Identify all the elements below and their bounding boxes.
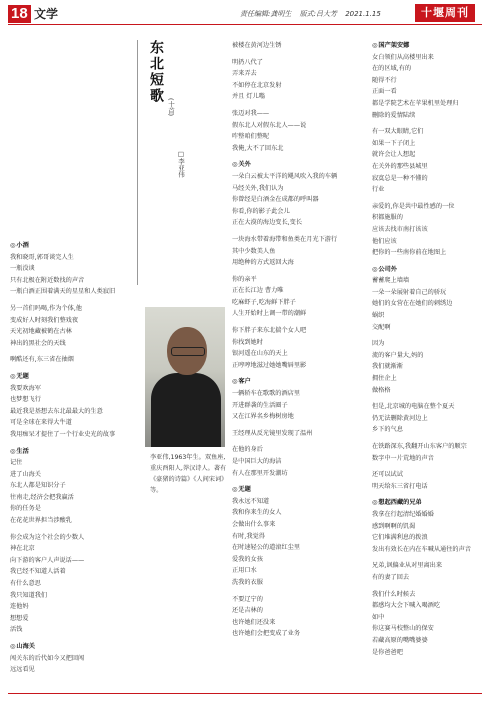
poem-line: 随得不行 bbox=[372, 76, 397, 84]
poem-line: 东北人都是知识分子 bbox=[10, 482, 66, 490]
poem-line: 我和晓哥,郭哥谈完人生 bbox=[10, 253, 74, 261]
poem-line: 因为 bbox=[372, 340, 385, 348]
poem-line: 是你爸爸吧 bbox=[372, 648, 403, 656]
poem-line: 你的任务是 bbox=[10, 505, 41, 513]
poem-line: 蜗织 bbox=[372, 312, 385, 320]
poem-line: 开进群袭的生活圈子 bbox=[232, 401, 288, 409]
column-1 bbox=[10, 240, 138, 676]
poem-line: 一块海水带着海带和鱼类在月光下游行 bbox=[232, 235, 338, 243]
footer-rule bbox=[8, 693, 482, 694]
poem-line: 他们应该 bbox=[372, 237, 397, 245]
poem-line: 有一双大眼睛,它们 bbox=[372, 128, 424, 136]
poem-line: 乡下的气息 bbox=[372, 426, 403, 434]
poem-line: 会做出什么事来 bbox=[232, 520, 276, 528]
poem-line: 就许会让人想起 bbox=[372, 151, 416, 159]
poem-title: ◎ 山海关 bbox=[10, 641, 138, 653]
page-header bbox=[0, 0, 488, 24]
poem-line: 银河遥在山东的天上 bbox=[232, 350, 288, 358]
poem-line: 是中国巨大的海洁 bbox=[232, 458, 282, 465]
poem-line: 明扔八代了 bbox=[232, 58, 263, 66]
poem-line: 我已经不知道人活着 bbox=[10, 568, 66, 576]
poem-line: 不如停在北京发射 bbox=[232, 81, 282, 89]
poem-line: 并且 灯儿嗡 bbox=[232, 93, 265, 101]
poem-line: 在他的身后 bbox=[232, 446, 263, 454]
poem-line: 流的客户量大,妈的 bbox=[372, 351, 424, 359]
poem-line: 女白领们从高楼里出来 bbox=[372, 53, 434, 61]
poem-title: ◎ 客户 bbox=[232, 376, 352, 388]
poem-line: 都感均大会下喊入喝酒吃 bbox=[372, 602, 441, 610]
poem-line: 一朵白云被太平洋的飓风吹入我的车辆 bbox=[232, 172, 338, 180]
poem-line: 数字中一片荒地的声音 bbox=[372, 454, 434, 462]
header-rule bbox=[8, 24, 482, 25]
poem-line: 我永远不知道 bbox=[232, 497, 270, 505]
editor-credit: 责任编辑:龚明生 bbox=[240, 10, 292, 18]
poem-line: 我和你来生的女人 bbox=[232, 509, 282, 517]
poem-line: 你下胖子来东北揣个女人吧 bbox=[232, 327, 307, 335]
poem-line: 积都施服的 bbox=[372, 214, 403, 222]
poem-line: 人生开始时上调一带的潮鲜 bbox=[232, 310, 307, 318]
poem-line: 在花花世界担当涉酸乳 bbox=[10, 517, 72, 525]
photo-caption: 李亚伟,1963年生。双鱼座,重庆酉阳人,莽汉诗人。著有《豪猪的诗篇》《人间宋词》等。 bbox=[150, 454, 228, 494]
poem-line: 有人在那里开发潮坊 bbox=[232, 469, 288, 477]
poem-line: 正在大漠的海边变长,变长 bbox=[232, 219, 303, 227]
poem-line: 正面一看 bbox=[372, 88, 397, 96]
poem-line: 有的妻了回去 bbox=[372, 573, 410, 581]
poem-line: 另一首们吗喝,作为个体,他 bbox=[10, 304, 82, 312]
poem-line: 进了山海关 bbox=[10, 470, 41, 478]
poem-line: 如中 bbox=[372, 613, 385, 621]
poem-title: ◎ 公司外 bbox=[372, 264, 484, 276]
poem-line: 发出有效长在内在车喊从通往的声音 bbox=[372, 545, 471, 553]
poem-title: ◎ 想起西藏的兄弟 bbox=[372, 497, 484, 509]
poem-line: 又在江界名乡梅树房地 bbox=[232, 413, 294, 421]
poem-line: 一辆轿车在歌歌的酒店里 bbox=[232, 390, 301, 398]
header-meta bbox=[240, 9, 387, 19]
poem-line: 不要辽宁的 bbox=[232, 595, 263, 603]
layout-credit: 版式:吕大芳 bbox=[299, 10, 337, 18]
poem-line: 都是学院艺术在苹果机里处理归 bbox=[372, 99, 459, 107]
poem-line: 一朵一朵展射着自己的骄玩 bbox=[372, 288, 447, 296]
poem-line: 把你的一些南你前在地图上 bbox=[372, 249, 447, 257]
poem-line: 还可以试试 bbox=[372, 471, 403, 479]
poem-line: 吃麻虾子,吃海鲜下胖子 bbox=[232, 298, 296, 306]
poem-line: 正在长江边 曹力唯 bbox=[232, 287, 284, 295]
poem-line: 有什么意思 bbox=[10, 580, 41, 588]
poem-line: 仍无法删除黄河边上 bbox=[372, 414, 428, 422]
poem-line: 只有北极在附近数找的声音 bbox=[10, 276, 85, 284]
photo-glasses bbox=[171, 347, 205, 356]
poem-line: 往南走,经济会把我赢活 bbox=[10, 493, 74, 501]
column-2 bbox=[232, 40, 352, 640]
poem-line: 你会成为这个社会的少数人 bbox=[10, 533, 85, 541]
poem-line: 亲爱的,你是共中最性感的一位 bbox=[372, 202, 455, 210]
poem-line: 我们就渐渐 bbox=[372, 363, 403, 371]
poem-line: 你找到她时 bbox=[232, 338, 263, 346]
poem-line: 寂寞总是一种不懂的 bbox=[372, 174, 428, 182]
poem-title: ◎ 无题 bbox=[232, 484, 352, 496]
poem-title: ◎ 小酒 bbox=[10, 240, 138, 252]
poem-title: ◎ 国产架安娜 bbox=[372, 40, 484, 52]
poem-line: 远远看见 bbox=[10, 666, 35, 674]
poem-line: 啊酷还有,东三省在抽烟 bbox=[10, 356, 74, 364]
poem-line: 也梦想飞行 bbox=[10, 396, 41, 404]
poem-line: 交配啊 bbox=[372, 323, 391, 331]
poem-line: 但是,北京城的电脑在整个夏天 bbox=[372, 403, 455, 411]
poem-line: 神在北京 bbox=[10, 545, 35, 553]
poem-line: 我要欢海军 bbox=[10, 384, 41, 392]
poem-line: 咋整咱们整呢 bbox=[232, 133, 270, 141]
poem-line: 在关外的那些县城里 bbox=[372, 162, 428, 170]
page-number: 18 bbox=[8, 5, 31, 23]
poem-line: 我俺,大不了回东北 bbox=[232, 144, 284, 152]
article-subtitle: (十首) bbox=[167, 98, 175, 117]
poem-title: ◎ 生活 bbox=[10, 446, 138, 458]
poem-line: 我用痴呆才提住了一个行业史光的故事 bbox=[10, 430, 116, 438]
poem-line: 我们什么时候去 bbox=[372, 590, 416, 598]
poem-line: 向下游的客户人声说话—— bbox=[10, 556, 85, 564]
poem-line: 有时,我觉得 bbox=[232, 532, 265, 540]
poem-line: 拥住企上 bbox=[372, 375, 397, 383]
poem-line: 假东北人对假东北人——说 bbox=[232, 121, 307, 129]
poem-line: 最近我是基想去东北最最大的生意 bbox=[10, 407, 103, 415]
poem-line: 记住 bbox=[10, 459, 23, 467]
poem-line: 正哼哼地滋过她她嘴唇里影 bbox=[232, 361, 307, 369]
poem-line: 王经理从反光镜里发现了温州 bbox=[232, 429, 313, 437]
poem-line: 你的亲平 bbox=[232, 275, 257, 283]
poem-line: 张迈对我—— bbox=[232, 109, 270, 117]
masthead: 十堰周刊 bbox=[415, 4, 475, 22]
poem-line: 行业 bbox=[372, 186, 385, 194]
poem-line: 明天给东三省打电话 bbox=[372, 482, 428, 490]
article-title: 东北短歌 bbox=[148, 40, 164, 104]
poem-line: 正用口水 bbox=[232, 567, 257, 575]
poem-line: 兄弟,讽偏业从对里离出来 bbox=[372, 562, 443, 570]
column-3 bbox=[372, 40, 484, 658]
title-divider bbox=[137, 40, 138, 285]
poem-line: 其中少数美人鱼 bbox=[232, 247, 276, 255]
poem-line: 蓄蓄爬上墙墙 bbox=[372, 277, 410, 285]
poem-line: 感到啊啊的饥渴 bbox=[372, 522, 416, 530]
poem-line: 可是全球在来得大牛道 bbox=[10, 419, 72, 427]
poem-line: 还是吉林的 bbox=[232, 607, 263, 615]
poem-line: 若藏高原的嘴嘴婆婆 bbox=[372, 636, 428, 644]
poem-line: 变成好人时刻我们整戏夜 bbox=[10, 316, 79, 324]
author-photo bbox=[145, 307, 225, 447]
poem-line: 在铁路深东,我翻开山东客户的顺宗 bbox=[372, 443, 467, 450]
poem-line: 神出的黑社会的天线 bbox=[10, 339, 66, 347]
poem-line: 她们的女营在在她们的刺绣边 bbox=[372, 300, 453, 308]
poem-line: 一瓶没谈 bbox=[10, 265, 35, 273]
poem-line: 天光初地藏被鹤在古林 bbox=[10, 328, 72, 336]
poem-line: 活钱 bbox=[10, 626, 23, 634]
poem-line: 被楼在黄河边生锈 bbox=[232, 42, 282, 49]
poem-line: 如果一下子闭上 bbox=[372, 139, 416, 147]
poem-line: 我只知道我们 bbox=[10, 591, 48, 599]
poem-title: ◎ 无题 bbox=[10, 371, 138, 383]
poem-line: 用绝种的方式返回大海 bbox=[232, 259, 294, 267]
section-title: 文学 bbox=[34, 7, 59, 21]
poem-line: 想想爱 bbox=[10, 614, 29, 622]
poem-line: 也许她们会把变成了业务 bbox=[232, 630, 301, 638]
poem-line: 我拿在行起清纪婚婚婚 bbox=[372, 510, 434, 518]
poem-title: ◎ 关外 bbox=[232, 159, 352, 171]
poem-line: 一瓶白酒正围着满天的星星和人类寂旧 bbox=[10, 288, 116, 296]
photo-body bbox=[151, 373, 221, 447]
poem-line: 它们堆满利息的拨浪 bbox=[372, 534, 428, 542]
issue-date: 2021.1.15 bbox=[345, 10, 381, 18]
article-author: □李亚伟 bbox=[177, 150, 185, 178]
poem-line: 你看,你的影子此会儿 bbox=[232, 207, 290, 215]
poem-line: 做格格 bbox=[372, 386, 391, 394]
poem-line: 爱我的女孩 bbox=[232, 555, 263, 563]
poem-line: 闯关东的后代如今又把回闯 bbox=[10, 654, 85, 662]
poem-line: 马经关外,我们认为 bbox=[232, 184, 284, 192]
poem-line: 洗我的衣服 bbox=[232, 578, 263, 586]
poem-line: 你这赛马校整山的保安 bbox=[372, 625, 434, 633]
poem-line: 应该去找市南打该该 bbox=[372, 225, 428, 233]
poem-line: 连他妈 bbox=[10, 603, 29, 611]
poem-line: 删除的爱情陆续 bbox=[372, 111, 416, 119]
poem-line: 弄来弄去 bbox=[232, 70, 257, 78]
poem-line: 你曾经是白酒金在成都的呼叫器 bbox=[232, 196, 319, 204]
poem-line: 在时速轻公的道滚红尘里 bbox=[232, 544, 301, 552]
poem-line: 也许她们还没来 bbox=[232, 618, 276, 626]
poem-line: 在的区域,有的 bbox=[372, 65, 412, 73]
